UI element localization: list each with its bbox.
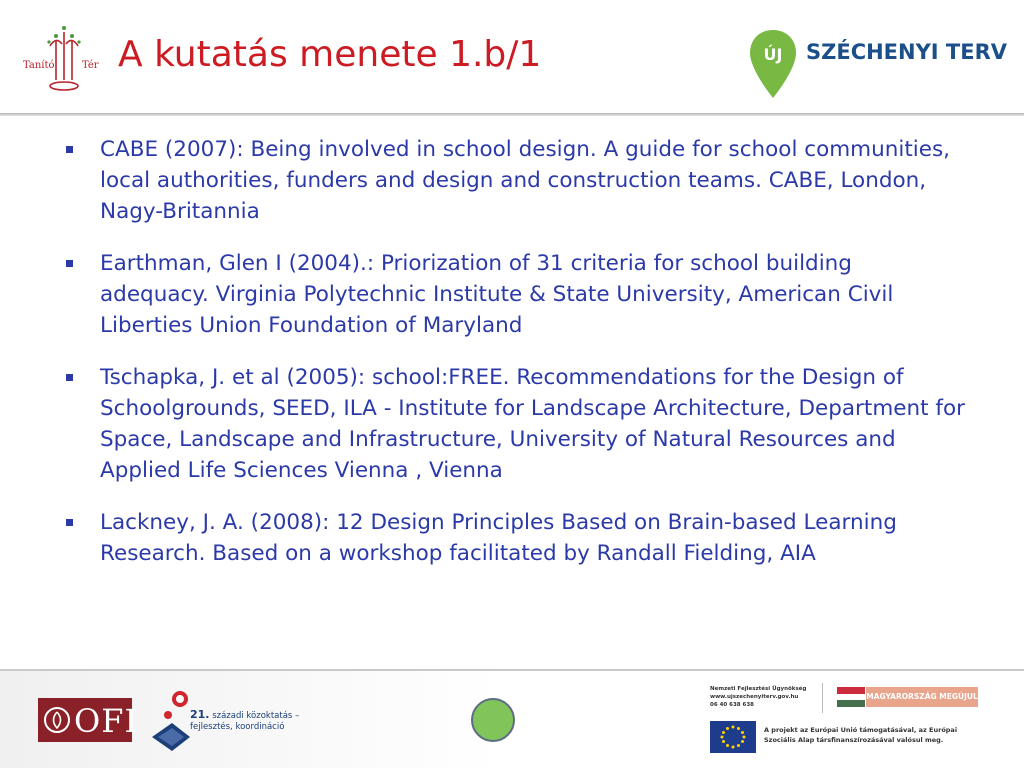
k21-number: 21. xyxy=(190,708,210,721)
reference-item xyxy=(60,507,965,569)
eu-funding-notice xyxy=(764,725,957,745)
reference-item xyxy=(60,248,965,341)
slide-footer xyxy=(0,671,1024,768)
green-circle-icon xyxy=(471,698,515,742)
eu-notice-line2: Szociális Alap társfinanszírozásával valósul meg. xyxy=(764,736,944,744)
hungarian-flag-icon xyxy=(837,687,865,707)
reference-text: Lackney, J. A. (2008): 12 Design Principles Based on Brain-based Learning Research. Based on a workshop facilitated by Randall Fielding, AIA xyxy=(100,510,897,566)
references-content xyxy=(60,134,965,590)
nfu-phone: 06 40 638 638 xyxy=(710,702,755,708)
eu-notice-line1: A projekt az Európai Unió támogatásával, az Európai xyxy=(764,726,958,734)
svg-text:ÚJ: ÚJ xyxy=(763,45,783,64)
logo-divider xyxy=(822,683,823,713)
header-divider xyxy=(0,113,1024,116)
map-pin-icon xyxy=(748,28,798,100)
slide-header xyxy=(0,0,1024,115)
nfu-website: www.ujszechenyiterv.gov.hu xyxy=(710,694,799,700)
slide-title: A kutatás menete 1.b/1 xyxy=(118,34,542,75)
kozoktatas-21-logo xyxy=(148,687,298,757)
ofi-swirl-icon xyxy=(40,698,74,742)
svg-text:Tanító: Tanító xyxy=(23,60,55,71)
magyarorszag-megujul-banner: MAGYARORSZÁG MEGÚJUL xyxy=(866,687,978,707)
nfu-text xyxy=(710,685,806,709)
square-bullet-icon xyxy=(66,519,73,526)
reference-item xyxy=(60,362,965,486)
square-bullet-icon xyxy=(66,260,73,267)
k21-line2: fejlesztés, koordináció xyxy=(190,722,285,732)
tanito-ter-logo xyxy=(22,22,106,98)
reference-item xyxy=(60,134,965,227)
reference-text: CABE (2007): Being involved in school design. A guide for school communities, local authorities, funders and design and construction teams. CABE, London, Nagy-Britannia xyxy=(100,137,951,224)
ofi-logo xyxy=(38,698,139,742)
uj-szechenyi-terv-logo xyxy=(748,28,1008,100)
reference-list xyxy=(60,134,965,569)
szechenyi-logo-text: SZÉCHENYI TERV xyxy=(806,40,1008,64)
reference-text: Tschapka, J. et al (2005): school:FREE. Recommendations for the Design of Schoolgrounds, SEED, ILA - Institute for Landscape Architecture, Department for Space, Landscape and Infrastructure, University of Natural Resources and Applied Life Sciences Vienna , Vienna xyxy=(100,365,965,483)
k21-line1: századi közoktatás – xyxy=(212,711,300,721)
ofi-logo-text: OFI xyxy=(74,702,139,740)
square-bullet-icon xyxy=(66,374,73,381)
nfu-name: Nemzeti Fejlesztési Ügynökség xyxy=(710,686,807,692)
eu-funding-block xyxy=(700,679,990,765)
eu-flag-icon xyxy=(710,721,756,753)
svg-text:Tér: Tér xyxy=(82,60,99,71)
reference-text: Earthman, Glen I (2004).: Priorization of 31 criteria for school building adequacy. Virginia Polytechnic Institute & State University, American Civil Liberties Union Foundation of Maryland xyxy=(100,251,894,338)
square-bullet-icon xyxy=(66,146,73,153)
kozoktatas-logo-text xyxy=(190,709,299,733)
kozoktatas-emblem-icon xyxy=(148,687,196,757)
